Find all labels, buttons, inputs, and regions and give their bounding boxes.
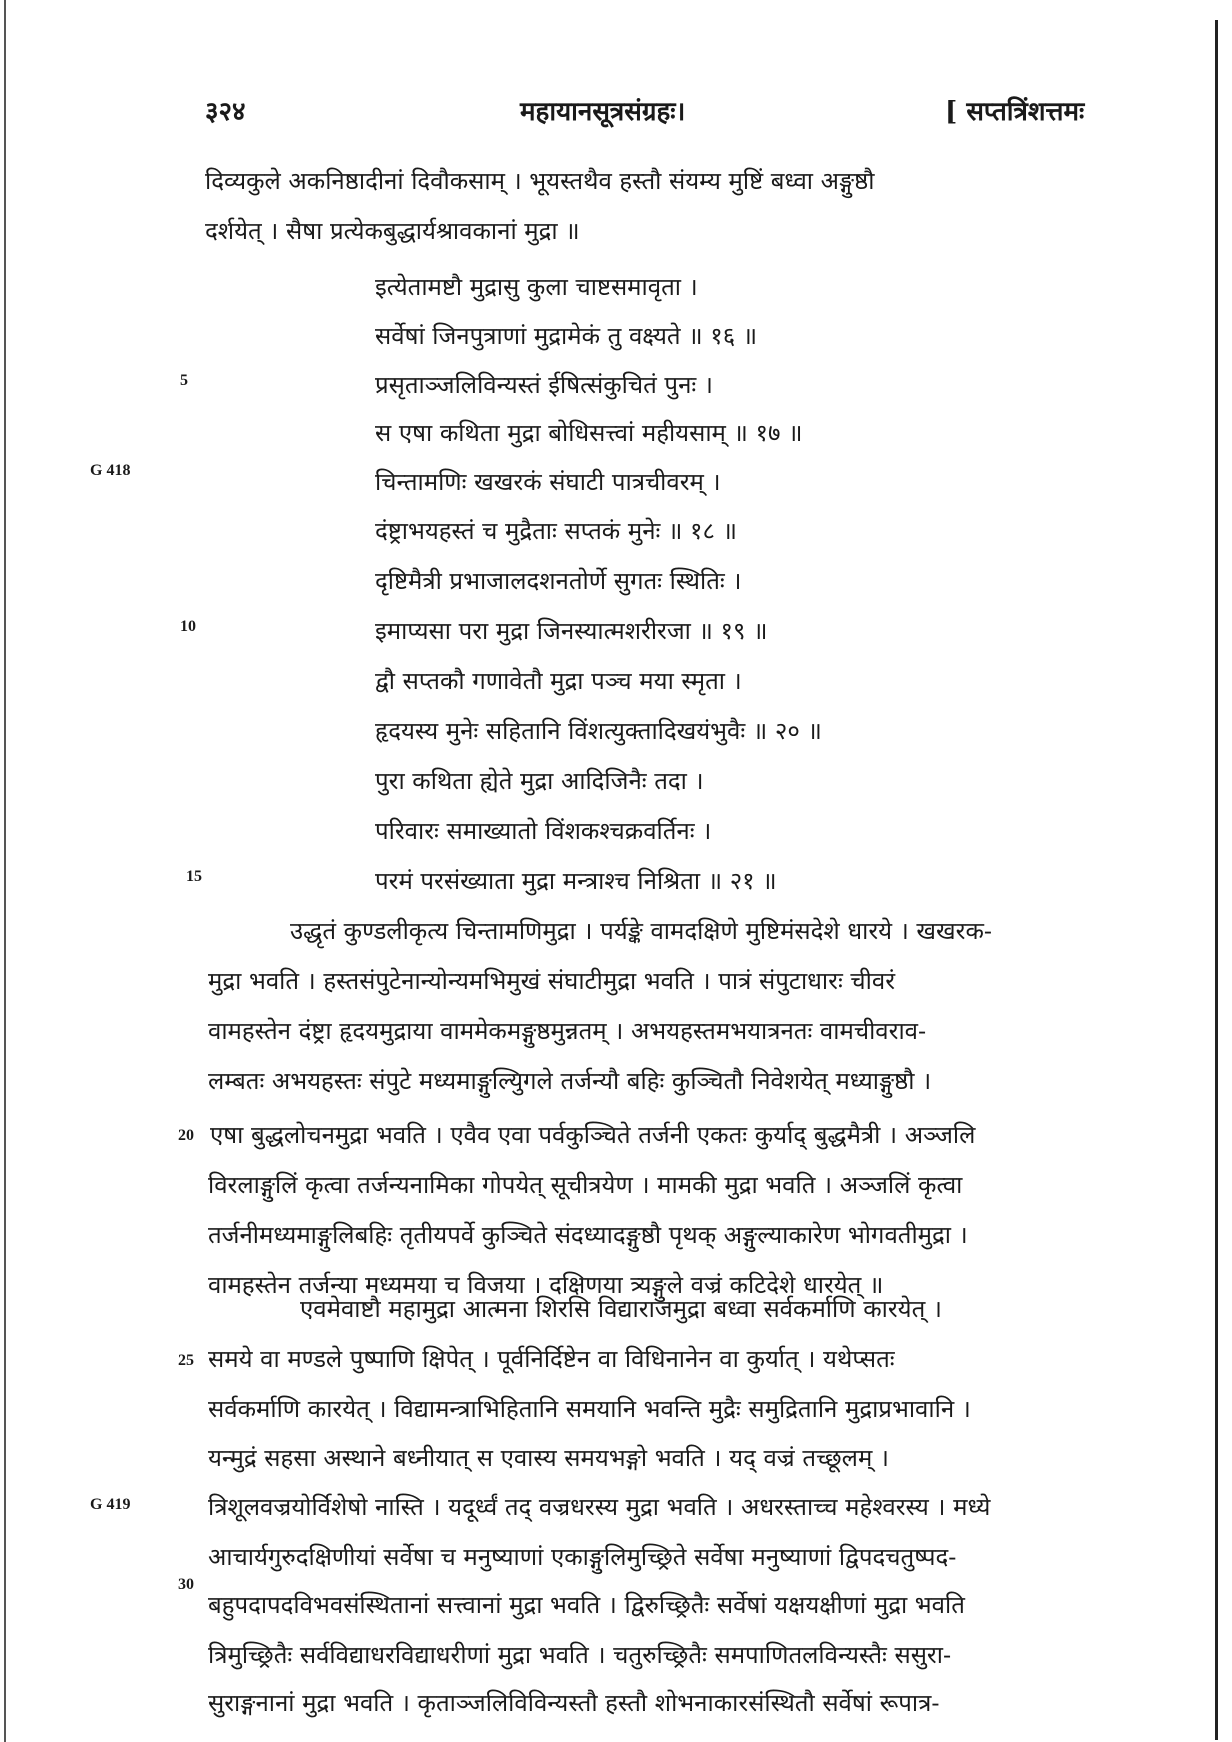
- prose-line: यन्मुद्रं सहसा अस्थाने बध्नीयात् स एवास्य समयभङ्गो भवति । यद् वज्रं तच्छूलम् ।: [208, 1444, 890, 1472]
- verse-line: परमं परसंख्याता मुद्रा मन्त्राश्च निश्रिता ॥ २१ ॥: [375, 867, 777, 895]
- line-number-25: 25: [178, 1352, 194, 1369]
- prose-line: समये वा मण्डले पुष्पाणि क्षिपेत् । पूर्वनिर्दिष्टेन वा विधिनानेन वा कुर्यात् । यथेप्सतः: [208, 1345, 895, 1373]
- verse-line: चिन्तामणिः खखरकं संघाटी पात्रचीवरम् ।: [375, 468, 721, 496]
- folio-reference-g418: G 418: [90, 462, 131, 479]
- prose-line: त्रिशूलवज्रयोर्विशेषो नास्ति । यदूर्ध्वं तद् वज्रधरस्य मुद्रा भवति । अधरस्ताच्च महेश्वरस्य । मध्ये: [208, 1493, 991, 1521]
- prose-line: एषा बुद्धलोचनमुद्रा भवति । एवैव एवा पर्वकुञ्चिते तर्जनी एकतः कुर्याद् बुद्धमैत्री । अञ्जलि: [210, 1121, 976, 1149]
- running-header: [205, 92, 1125, 132]
- prose-line: सुराङ्गनानां मुद्रा भवति । कृताञ्जलिविविन्यस्तौ हस्तौ शोभनाकारसंस्थितौ सर्वेषां रूपात्र-: [208, 1689, 940, 1717]
- verse-line: दंष्ट्राभयहस्तं च मुद्रैताः सप्तकं मुनेः ॥ १८ ॥: [375, 517, 737, 545]
- page-edge-left: [4, 0, 6, 1742]
- verse-line: द्वौ सप्तकौ गणावेतौ मुद्रा पञ्च मया स्मृता ।: [375, 667, 742, 695]
- verse-line: इत्येतामष्टौ मुद्रासु कुला चाष्टसमावृता ।: [375, 273, 698, 301]
- prose-line: मुद्रा भवति । हस्तसंपुटेनान्योन्यमभिमुखं संघाटीमुद्रा भवति । पात्रं संपुटाधारः चीवरं: [208, 967, 896, 995]
- prose-line: वामहस्तेन दंष्ट्रा हृदयमुद्राया वाममेकमङ्गुष्ठमुन्नतम् । अभयहस्तमभयात्रनतः वामचीवराव-: [208, 1017, 927, 1045]
- prose-line: उद्धृतं कुण्डलीकृत्य चिन्तामणिमुद्रा । पर्यङ्के वामदक्षिणे मुष्टिमंसदेशे धारये । खखरक-: [290, 917, 993, 945]
- verse-line: हृदयस्य मुनेः सहितानि विंशत्युक्तादिखयंभुवैः ॥ २० ॥: [375, 717, 822, 745]
- verse-line: परिवारः समाख्यातो विंशकश्चक्रवर्तिनः ।: [375, 817, 712, 845]
- prose-line: तर्जनीमध्यमाङ्गुलिबहिः तृतीयपर्वे कुञ्चिते संदध्यादङ्गुष्ठौ पृथक् अङ्गुल्याकारेण भोगवतीमुद्रा ।: [208, 1221, 968, 1249]
- line-number-5: 5: [180, 372, 188, 389]
- chapter-title: [ सप्तत्रिंशत्तमः: [945, 97, 1085, 127]
- verse-line: प्रसृताञ्जलिविन्यस्तं ईषित्संकुचितं पुनः ।: [375, 371, 713, 399]
- prose-line: दिव्यकुले अकनिष्ठादीनां दिवौकसाम् । भूयस्तथैव हस्तौ संयम्य मुष्टिं बध्वा अङ्गुष्ठौ: [205, 167, 875, 195]
- folio-reference-g419: G 419: [90, 1496, 131, 1513]
- line-number-30: 30: [178, 1576, 194, 1593]
- line-number-20: 20: [178, 1127, 194, 1144]
- book-title: महायानसूत्रसंग्रहः।: [520, 97, 686, 127]
- line-number-15: 15: [186, 868, 202, 885]
- verse-line: पुरा कथिता ह्येते मुद्रा आदिजिनैः तदा ।: [375, 767, 704, 795]
- prose-line: वामहस्तेन तर्जन्या मध्यमया च विजया । दक्षिणया त्र्यङ्गुले वज्रं कटिदेशे धारयेत् ॥: [208, 1271, 884, 1299]
- prose-line: दर्शयेत् । सैषा प्रत्येकबुद्धार्यश्रावकानां मुद्रा ॥: [205, 217, 580, 245]
- page-number: ३२४: [205, 97, 246, 127]
- verse-line: स एषा कथिता मुद्रा बोधिसत्त्वां महीयसाम् ॥ १७ ॥: [375, 419, 803, 447]
- verse-line: दृष्टिमैत्री प्रभाजालदशनतोर्णे सुगतः स्थितिः ।: [375, 567, 742, 595]
- page-edge-right: [1215, 20, 1218, 1740]
- prose-line: सर्वकर्माणि कारयेत् । विद्यामन्त्राभिहितानि समयानि भवन्ति मुद्रैः समुद्रितानि मुद्राप्रभावानि ।: [208, 1395, 971, 1423]
- line-number-10: 10: [180, 618, 196, 635]
- prose-line: आचार्यगुरुदक्षिणीयां सर्वेषा च मनुष्याणां एकाङ्गुलिमुच्छ्रिते सर्वेषा मनुष्याणां द्विपदचतुष्पद-: [208, 1543, 957, 1571]
- prose-line: त्रिमुच्छ्रितैः सर्वविद्याधरविद्याधरीणां मुद्रा भवति । चतुरुच्छ्रितैः समपाणितलविन्यस्तैः ससुरा-: [208, 1641, 952, 1669]
- prose-line: विरलाङ्गुलिं कृत्वा तर्जन्यनामिका गोपयेत् सूचीत्रयेण । मामकी मुद्रा भवति । अञ्जलिं कृत्वा: [208, 1171, 963, 1199]
- verse-line: सर्वेषां जिनपुत्राणां मुद्रामेकं तु वक्ष्यते ॥ १६ ॥: [375, 322, 758, 350]
- prose-line: बहुपदापदविभवसंस्थितानां सत्त्वानां मुद्रा भवति । द्विरुच्छ्रितैः सर्वेषां यक्षयक्षीणां मुद्रा भवति: [208, 1591, 965, 1619]
- verse-line: इमाप्यसा परा मुद्रा जिनस्यात्मशरीरजा ॥ १९ ॥: [375, 617, 768, 645]
- prose-line: एवमेवाष्टौ महामुद्रा आत्मना शिरसि विद्याराजमुद्रा बध्वा सर्वकर्माणि कारयेत् ।: [300, 1295, 942, 1323]
- prose-line: लम्बतः अभयहस्तः संपुटे मध्यमाङ्गुल्यिुगले तर्जन्यौ बहिः कुञ्चितौ निवेशयेत् मध्याङ्गुष्ठौ ।: [208, 1067, 932, 1095]
